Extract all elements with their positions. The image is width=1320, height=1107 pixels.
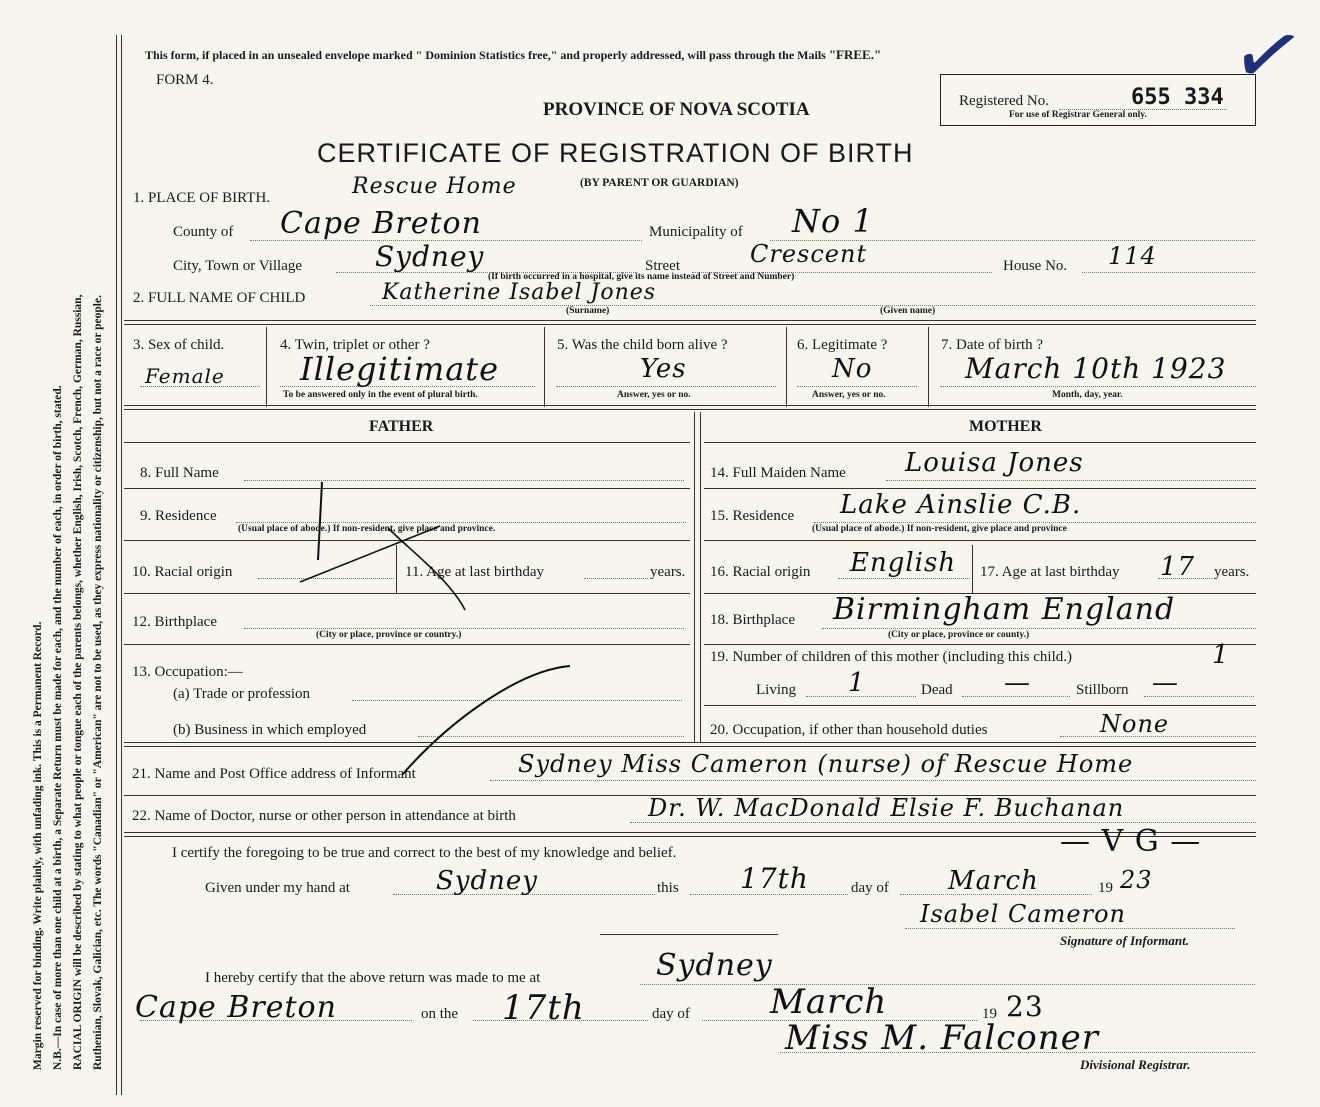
street-label: Street bbox=[645, 258, 680, 274]
house-number-label: House No. bbox=[1003, 258, 1068, 274]
given-year-prefix: 19 bbox=[1098, 880, 1113, 896]
mother-birthplace-label: 18. Birthplace bbox=[710, 612, 795, 628]
mother-occupation-label: 20. Occupation, if other than household duties bbox=[710, 722, 988, 738]
margin-border bbox=[116, 35, 117, 1095]
street-value: Crescent bbox=[750, 240, 868, 268]
twin-label: 4. Twin, triplet or other ? bbox=[280, 337, 430, 353]
surname-note: (Surname) bbox=[566, 306, 610, 316]
date-of-birth-note: Month, day, year. bbox=[1052, 390, 1123, 400]
mother-years-label: years. bbox=[1214, 564, 1250, 580]
sex-label: 3. Sex of child. bbox=[133, 337, 225, 353]
place-of-birth-label: 1. PLACE OF BIRTH. bbox=[133, 190, 271, 206]
father-birthplace-note: (City or place, province or country.) bbox=[316, 630, 462, 640]
registrar-place-value: Sydney bbox=[656, 948, 773, 983]
city-value: Sydney bbox=[375, 240, 485, 273]
given-place-value: Sydney bbox=[436, 866, 538, 896]
mother-age-value: 17 bbox=[1160, 552, 1196, 582]
divider-3 bbox=[124, 742, 1256, 747]
on-the-label: on the bbox=[421, 1006, 459, 1022]
father-birthplace-label: 12. Birthplace bbox=[132, 614, 217, 630]
given-under-hand-label: Given under my hand at bbox=[205, 880, 350, 896]
check-mark: ✓ bbox=[1222, 1, 1314, 111]
informant-signature: Isabel Cameron bbox=[920, 900, 1126, 928]
strike-mark-curve bbox=[388, 528, 465, 610]
margin-multiple-birth-note: N.B.—In case of more than one child at a birth, a Separate Return must be made for each, and the number of each, in order of birth, stated. bbox=[52, 385, 64, 1070]
registered-value: 655 334 bbox=[1131, 85, 1224, 110]
mother-name-value: Louisa Jones bbox=[905, 448, 1084, 478]
form-number: FORM 4. bbox=[156, 72, 214, 88]
legitimate-note: Answer, yes or no. bbox=[812, 390, 886, 400]
doctor-value: Dr. W. MacDonald Elsie F. Buchanan bbox=[648, 794, 1125, 822]
mail-notice: This form, if placed in an unsealed envelope marked " Dominion Statistics free," and properly addressed, will pass through the Mails "FREE." bbox=[145, 47, 882, 62]
father-name-label: 8. Full Name bbox=[140, 465, 219, 481]
doctor-label: 22. Name of Doctor, nurse or other person in attendance at birth bbox=[132, 808, 516, 824]
county-label: County of bbox=[173, 224, 234, 240]
born-alive-value: Yes bbox=[640, 354, 687, 384]
mother-racial-label: 16. Racial origin bbox=[710, 564, 811, 580]
father-trade-label: (a) Trade or profession bbox=[173, 686, 311, 702]
child-name-label: 2. FULL NAME OF CHILD bbox=[133, 290, 306, 306]
twin-note: To be answered only in the event of plural birth. bbox=[283, 390, 478, 400]
living-value: 1 bbox=[848, 668, 866, 698]
mother-children-label: 19. Number of children of this mother (including this child.) bbox=[710, 649, 1073, 665]
registrar-certify-statement: I hereby certify that the above return was made to me at bbox=[205, 970, 541, 986]
mother-residence-value: Lake Ainslie C.B. bbox=[840, 490, 1082, 520]
place-of-birth-value: Rescue Home bbox=[352, 174, 517, 199]
informant-label: 21. Name and Post Office address of Informant bbox=[132, 766, 416, 782]
stillborn-label: Stillborn bbox=[1076, 682, 1129, 698]
registrar-note: For use of Registrar General only. bbox=[1009, 110, 1147, 120]
mother-residence-note: (Usual place of abode.) If non-resident, give place and province bbox=[812, 524, 1067, 534]
house-number-value: 114 bbox=[1108, 242, 1157, 270]
vg-mark: — V G — bbox=[1060, 824, 1202, 859]
mother-children-value: 1 bbox=[1212, 640, 1230, 670]
divider-1 bbox=[124, 320, 1256, 325]
living-label: Living bbox=[756, 682, 796, 698]
born-alive-label: 5. Was the child born alive ? bbox=[557, 337, 728, 353]
margin-racial-origin-note-2: Ruthenian, Slovak, Galician, etc. The words "Canadian" or "American" are not to be used, as they express nationality or citizenship, but not a race or people. bbox=[92, 295, 104, 1070]
father-occupation-label: 13. Occupation:— bbox=[132, 664, 243, 680]
registrar-month-value: March bbox=[770, 982, 888, 1022]
certify-statement: I certify the foregoing to be true and correct to the best of my knowledge and belief. bbox=[172, 845, 677, 861]
mother-birthplace-note: (City or place, province or county.) bbox=[888, 630, 1030, 640]
father-age-label: 11. Age at last birthday bbox=[405, 564, 544, 580]
given-year-value: 23 bbox=[1120, 866, 1153, 894]
registrar-signature-caption: Divisional Registrar. bbox=[1080, 1057, 1191, 1072]
registrar-year-prefix: 19 bbox=[982, 1006, 997, 1022]
strike-mark-diagonal-1 bbox=[300, 526, 440, 582]
child-name-value: Katherine Isabel Jones bbox=[382, 280, 657, 305]
born-alive-note: Answer, yes or no. bbox=[617, 390, 691, 400]
stillborn-value: — bbox=[1152, 668, 1179, 698]
informant-signature-caption: Signature of Informant. bbox=[1060, 933, 1189, 948]
father-residence-label: 9. Residence bbox=[140, 508, 217, 524]
father-business-label: (b) Business in which employed bbox=[173, 722, 367, 738]
city-label: City, Town or Village bbox=[173, 258, 303, 274]
mother-racial-value: English bbox=[850, 548, 957, 578]
dead-label: Dead bbox=[921, 682, 953, 698]
given-name-note: (Given name) bbox=[880, 306, 936, 316]
municipality-value: No 1 bbox=[792, 202, 874, 240]
certificate-subtitle: (BY PARENT OR GUARDIAN) bbox=[580, 177, 739, 189]
municipality-label: Municipality of bbox=[649, 224, 743, 240]
twin-value: Illegitimate bbox=[300, 350, 500, 388]
day-of-label: day of bbox=[851, 880, 889, 896]
registered-label: Registered No. bbox=[959, 93, 1049, 109]
date-of-birth-value: March 10th 1923 bbox=[965, 352, 1227, 385]
mother-name-label: 14. Full Maiden Name bbox=[710, 465, 846, 481]
certificate-title: CERTIFICATE OF REGISTRATION OF BIRTH bbox=[317, 138, 914, 168]
mother-heading: MOTHER bbox=[969, 418, 1042, 435]
mother-residence-label: 15. Residence bbox=[710, 508, 795, 524]
legitimate-label: 6. Legitimate ? bbox=[797, 337, 888, 353]
given-day-value: 17th bbox=[740, 862, 809, 895]
registrar-day-of-label: day of bbox=[652, 1006, 690, 1022]
father-racial-label: 10. Racial origin bbox=[132, 564, 233, 580]
given-month-value: March bbox=[948, 866, 1039, 896]
father-years-label: years. bbox=[650, 564, 686, 580]
mother-age-label: 17. Age at last birthday bbox=[980, 564, 1120, 580]
legitimate-value: No bbox=[832, 354, 873, 384]
sex-value: Female bbox=[145, 364, 225, 388]
father-residence-note: (Usual place of abode.) If non-resident, give place and province. bbox=[238, 524, 496, 534]
registrar-year-value: 23 bbox=[1006, 990, 1044, 1023]
date-of-birth-label: 7. Date of birth ? bbox=[941, 337, 1044, 353]
margin-binding-note: Margin reserved for binding. Write plainly, with unfading ink. This is a Permanent Record. bbox=[32, 621, 44, 1070]
registrar-day-value: 17th bbox=[502, 988, 585, 1028]
this-label: this bbox=[657, 880, 679, 896]
margin-racial-origin-note: RACIAL ORIGIN will be described by stating to what people or tongue each of the parents belongs, whether English, Irish, Scotch, French, German, Russian, bbox=[72, 294, 84, 1070]
strike-mark-vertical bbox=[318, 482, 322, 560]
mother-occupation-value: None bbox=[1100, 710, 1170, 738]
divider-2 bbox=[124, 405, 1256, 410]
dead-value: — bbox=[1004, 668, 1031, 698]
registered-number-box bbox=[940, 74, 1256, 126]
province-heading: PROVINCE OF NOVA SCOTIA bbox=[543, 99, 810, 120]
mother-birthplace-value: Birmingham England bbox=[833, 592, 1176, 627]
county-value: Cape Breton bbox=[280, 206, 482, 241]
informant-value: Sydney Miss Cameron (nurse) of Rescue Home bbox=[518, 750, 1134, 778]
registrar-county-value: Cape Breton bbox=[135, 990, 337, 1025]
registrar-signature: Miss M. Falconer bbox=[785, 1018, 1100, 1058]
father-heading: FATHER bbox=[369, 418, 434, 435]
hospital-note: (If birth occurred in a hospital, give its name instead of Street and Number) bbox=[488, 272, 795, 282]
